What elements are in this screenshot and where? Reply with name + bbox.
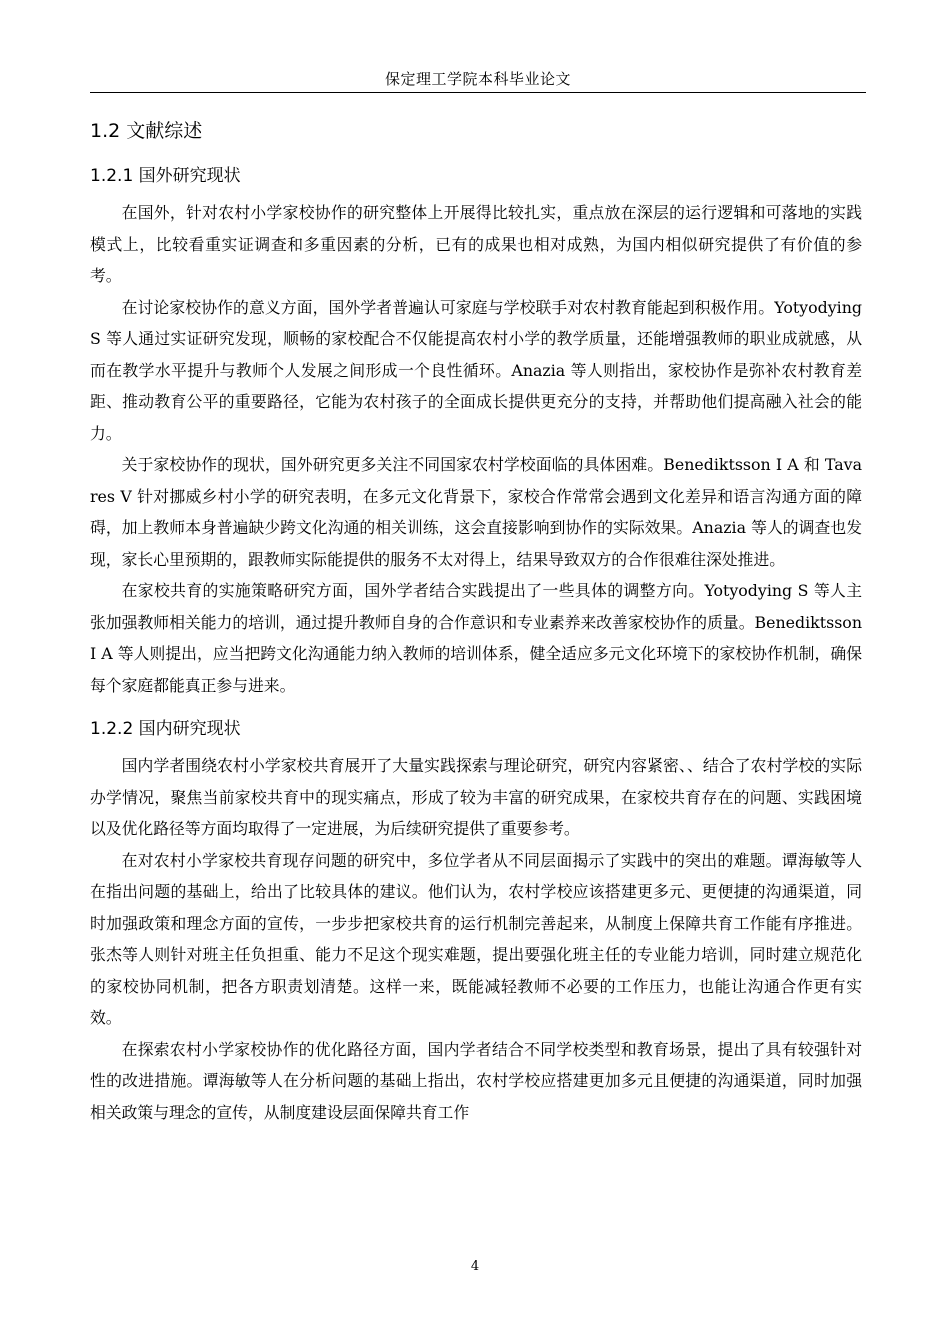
- paragraph: 在对农村小学家校共育现存问题的研究中，多位学者从不同层面揭示了实践中的突出的难题。谭海敏等人在指出问题的基础上，给出了比较具体的建议。他们认为，农村学校应该搭建更多元、更便捷的沟通渠道，同时加强政策和理念方面的宣传，一步步把家校共育的运行机制完善起来，从制度上保障共育工作能有序推进。张杰等人则针对班主任负担重、能力不足这个现实难题，提出要强化班主任的专业能力培训，同时建立规范化的家校协同机制，把各方职责划清楚。这样一来，既能减轻教师不必要的工作压力，也能让沟通合作更有实效。: [90, 850, 862, 1027]
- document-body: [90, 112, 862, 1128]
- paragraph: 关于家校协作的现状，国外研究更多关注不同国家农村学校面临的具体困难。Benediktsson I A 和 Tavares V 针对挪威乡村小学的研究表明，在多元文化背景下，家校合作常常会遇到文化差异和语言沟通方面的障碍，加上教师本身普遍缺少跨文化沟通的相关训练，这会直接影响到协作的实际效果。Anazia 等人的调查也发现，家长心里预期的，跟教师实际能提供的服务不太对得上，结果导致双方的合作很难往深处推进。: [90, 455, 862, 569]
- paragraph: 在探索农村小学家校协作的优化路径方面，国内学者结合不同学校类型和教育场景，提出了具有较强针对性的改进措施。谭海敏等人在分析问题的基础上指出，农村学校应搭建更加多元且便捷的沟通渠道，同时加强相关政策与理念的宣传，从制度建设层面保障共育工作: [90, 1039, 862, 1122]
- page-number: 4: [470, 1259, 480, 1274]
- paragraph: 国内学者围绕农村小学家校共育展开了大量实践探索与理论研究，研究内容紧密、、结合了农村学校的实际办学情况，聚焦当前家校共育中的现实痛点，形成了较为丰富的研究成果，在家校共育存在的问题、实践困境以及优化路径等方面均取得了一定进展，为后续研究提供了重要参考。: [90, 756, 862, 838]
- section-heading-1-2-1: 1.2.1 国外研究现状: [90, 166, 241, 186]
- section-heading-1-2-2: 1.2.2 国内研究现状: [90, 719, 241, 739]
- paragraph: 在国外，针对农村小学家校协作的研究整体上开展得比较扎实，重点放在深层的运行逻辑和可落地的实践模式上，比较看重实证调查和多重因素的分析，已有的成果也相对成熟，为国内相似研究提供了有价值的参考。: [90, 203, 862, 285]
- page-header: 保定理工学院本科毕业论文: [384, 70, 571, 88]
- header-rule: [90, 92, 866, 93]
- paragraph: 在家校共育的实施策略研究方面，国外学者结合实践提出了一些具体的调整方向。Yotyodying S 等人主张加强教师相关能力的培训，通过提升教师自身的合作意识和专业素养来改善家校协作的质量。Benediktsson I A 等人则提出，应当把跨文化沟通能力纳入教师的培训体系，健全适应多元文化环境下的家校协作机制，确保每个家庭都能真正参与进来。: [90, 581, 862, 695]
- paragraph: 在讨论家校协作的意义方面，国外学者普遍认可家庭与学校联手对农村教育能起到积极作用。Yotyodying S 等人通过实证研究发现，顺畅的家校配合不仅能提高农村小学的教学质量，还能增强教师的职业成就感，从而在教学水平提升与教师个人发展之间形成一个良性循环。Anazia 等人则指出，家校协作是弥补农村教育差距、推动教育公平的重要路径，它能为农村孩子的全面成长提供更充分的支持，并帮助他们提高融入社会的能力。: [90, 297, 862, 443]
- section-heading-1-2: 1.2 文献综述: [90, 120, 203, 142]
